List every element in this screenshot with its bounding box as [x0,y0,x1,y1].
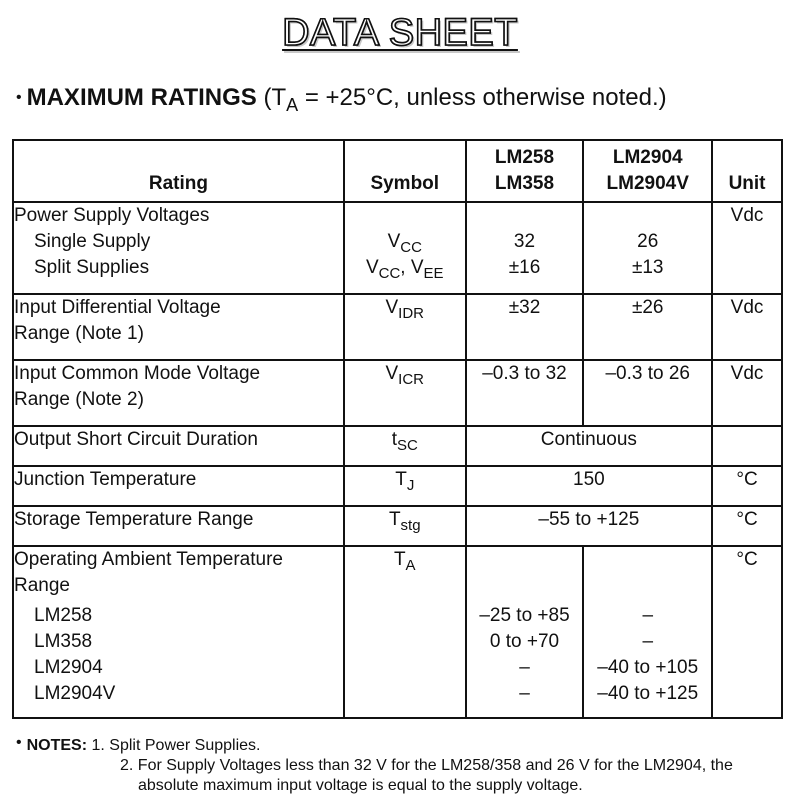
table-row-operating-temperature [13,546,782,718]
rating-cell: Junction Temperature [13,466,344,506]
lm258-value-cell: 32 ±16 [466,202,584,294]
header-lm258-lm358: LM258 LM358 [466,140,584,202]
note-2: 2. For Supply Voltages less than 32 V for the LM258/358 and 26 V for the LM2904, the [120,757,733,774]
unit-cell [712,426,782,466]
bullet-icon: • [16,734,22,751]
heading-title: MAXIMUM RATINGS [26,84,257,111]
symbol-cell: $V_{CC}$ $V_{CC}$, $V_{EE}$ [344,202,466,294]
section-heading [16,84,667,116]
combined-value-cell: –55 to +125 [466,506,712,546]
table-row-storage-temperature [13,506,782,546]
unit-cell: Vdc [712,360,782,426]
header-rating: Rating [13,140,344,202]
max-ratings-table [12,139,783,719]
unit-cell: °C [712,506,782,546]
header-unit: Unit [712,140,782,202]
symbol-cell: $T_{stg}$ [344,506,466,546]
symbol-cell: $T_J$ [344,466,466,506]
symbol-cell: $V_{IDR}$ [344,294,466,360]
notes-label: NOTES: [26,737,88,754]
combined-value-cell: 150 [466,466,712,506]
lm2904-value-cell: – – –40 to +105 –40 to +125 [583,546,712,718]
rating-cell: Operating Ambient Temperature Range LM258 LM358 LM2904 LM2904V [13,546,344,718]
symbol-cell: $V_{ICR}$ [344,360,466,426]
rating-cell: Storage Temperature Range [13,506,344,546]
part-name: LM258 [34,605,93,626]
lm2904-value-cell: –0.3 to 26 [583,360,712,426]
table-row-input-common-mode [13,360,782,426]
unit-cell: Vdc [712,294,782,360]
table-row-junction-temperature [13,466,782,506]
note-2-continued: absolute maximum input voltage is equal to the supply voltage. [138,777,583,794]
table-row-input-differential [13,294,782,360]
rating-cell: Input Common Mode Voltage Range (Note 2) [13,360,344,426]
heading-condition: ($T_A = +25^\circ C$, unless otherwise noted.) [256,84,667,115]
symbol-cell: $t_{SC}$ [344,426,466,466]
page-title: DATA SHEET [282,12,518,54]
header-symbol: Symbol [344,140,466,202]
table-header-row [13,140,782,202]
bullet-icon: • [16,89,22,106]
combined-value-cell: Continuous [466,426,712,466]
part-name: LM2904 [34,657,103,678]
header-lm2904-lm2904v: LM2904 LM2904V [583,140,712,202]
lm258-value-cell: ±32 [466,294,584,360]
note-1: • NOTES: 1. Split Power Supplies. [16,734,261,754]
unit-cell: Vdc [712,202,782,294]
lm258-value-cell: –0.3 to 32 [466,360,584,426]
unit-cell: °C [712,546,782,718]
table-row-supply-voltages [13,202,782,294]
part-name: LM358 [34,631,93,652]
rating-cell: Output Short Circuit Duration [13,426,344,466]
unit-cell: °C [712,466,782,506]
notes-section [16,733,786,796]
lm2904-value-cell: 26 ±13 [583,202,712,294]
symbol-cell: $T_A$ [344,546,466,718]
rating-cell: Input Differential Voltage Range (Note 1) [13,294,344,360]
table-row-short-circuit [13,426,782,466]
lm258-value-cell: –25 to +85 0 to +70 – – [466,546,584,718]
part-name: LM2904V [34,683,116,704]
lm2904-value-cell: ±26 [583,294,712,360]
rating-cell: Power Supply Voltages Single Supply Split Supplies [13,202,344,294]
